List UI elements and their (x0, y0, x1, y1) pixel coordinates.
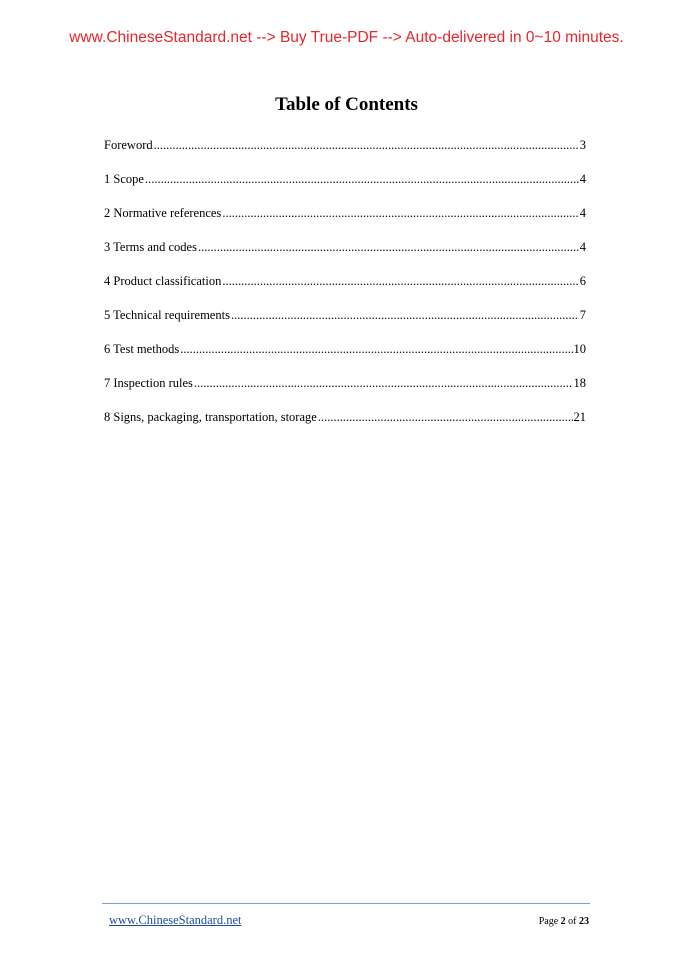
dot-leader (231, 308, 579, 323)
toc-entry-page: 3 (579, 138, 586, 152)
toc-entry-label: 3 Terms and codes (104, 240, 197, 254)
toc-entry-page: 10 (573, 342, 586, 356)
toc-title: Table of Contents (275, 94, 418, 115)
toc-entry-page: 6 (579, 274, 586, 288)
dot-leader (198, 240, 579, 255)
toc-entry-test-methods[interactable] (104, 342, 586, 376)
purchase-banner[interactable]: www.ChineseStandard.net --> Buy True-PDF --> Auto-delivered in 0~10 minutes. (69, 29, 624, 46)
dot-leader (180, 342, 572, 357)
toc-entry-technical-requirements[interactable] (104, 308, 586, 342)
toc-entry-label: 6 Test methods (104, 342, 180, 356)
dot-leader (154, 138, 579, 153)
toc-entry-page: 4 (579, 240, 586, 254)
toc-entry-foreword[interactable] (104, 138, 586, 172)
total-pages: 23 (579, 916, 589, 927)
table-of-contents (104, 138, 586, 444)
page-number (539, 916, 589, 927)
dot-leader (318, 410, 573, 425)
toc-entry-label: Foreword (104, 138, 153, 152)
toc-entry-terms-and-codes[interactable] (104, 240, 586, 274)
toc-entry-label: 5 Technical requirements (104, 308, 230, 322)
current-page: 2 (560, 916, 566, 927)
page-prefix: Page (538, 916, 559, 927)
toc-entry-signs-packaging[interactable] (104, 410, 586, 444)
toc-entry-page: 7 (579, 308, 586, 322)
page-of: of (568, 916, 577, 927)
toc-entry-label: 1 Scope (104, 172, 144, 186)
toc-entry-normative-references[interactable] (104, 206, 586, 240)
footer-website-link[interactable]: www.ChineseStandard.net (109, 913, 242, 927)
footer-divider (102, 903, 590, 904)
toc-entry-inspection-rules[interactable] (104, 376, 586, 410)
toc-entry-page: 18 (573, 376, 586, 390)
dot-leader (222, 274, 578, 289)
toc-entry-label: 8 Signs, packaging, transportation, storage (104, 410, 317, 424)
toc-entry-label: 2 Normative references (104, 206, 222, 220)
toc-entry-page: 21 (573, 410, 586, 424)
dot-leader (222, 206, 578, 221)
toc-entry-page: 4 (579, 172, 586, 186)
dot-leader (145, 172, 579, 187)
toc-entry-page: 4 (579, 206, 586, 220)
toc-entry-scope[interactable] (104, 172, 586, 206)
toc-entry-label: 4 Product classification (104, 274, 222, 288)
dot-leader (194, 376, 573, 391)
toc-entry-product-classification[interactable] (104, 274, 586, 308)
toc-entry-label: 7 Inspection rules (104, 376, 193, 390)
